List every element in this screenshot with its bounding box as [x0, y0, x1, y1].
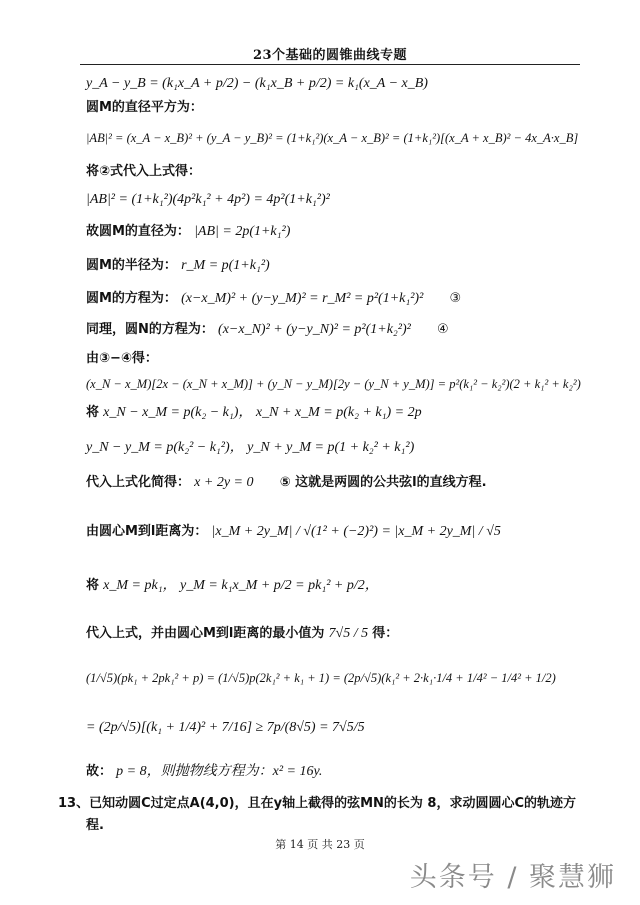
line-math: (x−x_N)² + (y−y_N)² = p²(1+k₂²)²	[218, 322, 411, 337]
question-13-continued	[86, 816, 104, 836]
page-header-title: 23个基础的圆锥曲线专题	[252, 48, 408, 63]
derivation-line-13	[86, 438, 414, 458]
page-footer: 第 14 页 共 23 页	[275, 838, 365, 851]
line-label: 故：	[86, 764, 113, 779]
line-math: (x−x_M)² + (y−y_M)² = r_M² = p²(1+k₁²)²	[181, 291, 424, 306]
line-math: p = 8，则抛物线方程为：x² = 16y.	[116, 764, 323, 779]
line-math: |x_M + 2y_M| / √(1² + (−2)²) = |x_M + 2y_M| / √5	[211, 524, 501, 539]
line-label: 将	[86, 405, 100, 420]
line-label: 圆M的方程为：	[86, 291, 177, 306]
derivation-line-6	[86, 222, 290, 242]
line-math: (x_N − x_M)[2x − (x_N + x_M)] + (y_N − y_M)[2y − (y_N + y_M)] = p²(k₁² − k₂²)(2 + k₁² + k₂²)	[86, 377, 581, 391]
line-label: 将	[86, 578, 100, 593]
derivation-line-7	[86, 256, 270, 276]
equation-marker: ⑤ 这就是两圆的公共弦l的直线方程.	[279, 475, 487, 490]
line-math: y_N − y_M = p(k₂² − k₁²)， y_N + y_M = p(1 + k₂² + k₁²)	[86, 440, 415, 455]
derivation-line-16	[86, 576, 379, 596]
line-label: 圆M的直径平方为：	[86, 100, 203, 115]
derivation-line-15	[86, 522, 501, 542]
line-math: x_N − x_M = p(k₂ − k₁)， x_N + x_M = p(k₂ + k₁) = 2p	[103, 405, 422, 420]
line-math: = (2p/√5)[(k₁ + 1/4)² + 7/16] ≥ 7p/(8√5) = 7√5/5	[86, 720, 365, 735]
question-text-cont: 程.	[86, 818, 104, 833]
line-label: 代入上式，并由圆心M到l距离的最小值为	[86, 626, 325, 641]
question-text: 已知动圆C过定点A(4,0)，且在y轴上截得的弦MN的长为 8，求动圆圆心C的轨迹方	[89, 796, 577, 811]
line-math: y_A − y_B = (k₁x_A + p/2) − (k₁x_B + p/2) = k₁(x_A − x_B)	[86, 76, 428, 91]
line-math: |AB|² = (x_A − x_B)² + (y_A − y_B)² = (1+k₁²)(x_A − x_B)² = (1+k₁²)[(x_A + x_B)² − 4x_A·x_B]	[86, 131, 579, 145]
derivation-line-10	[86, 349, 158, 369]
line-math: |AB| = 2p(1+k₁²)	[194, 224, 291, 239]
derivation-line-5	[86, 190, 330, 210]
derivation-line-8	[86, 289, 461, 309]
line-math: |AB|² = (1+k₁²)(4p²k₁² + 4p²) = 4p²(1+k₁²)²	[86, 192, 330, 207]
derivation-line-4	[86, 162, 201, 182]
derivation-line-19	[86, 718, 365, 738]
line-suffix: 得：	[372, 626, 399, 641]
derivation-line-20	[86, 762, 322, 782]
line-label: 由③−④得：	[86, 351, 158, 366]
line-label: 将②式代入上式得：	[86, 164, 202, 179]
derivation-line-12	[86, 403, 422, 423]
derivation-line-1	[86, 74, 428, 94]
line-math: x + 2y = 0	[194, 475, 254, 490]
line-math: (1/√5)(pk₁ + 2pk₁² + p) = (1/√5)p(2k₁² + k₁ + 1) = (2p/√5)(k₁² + 2·k₁·1/4 + 1/4² − 1/4² + 1/2)	[86, 671, 556, 685]
question-13	[58, 794, 576, 814]
line-label: 代入上式化简得：	[86, 475, 191, 490]
derivation-line-14	[86, 473, 487, 493]
derivation-line-2	[86, 98, 203, 118]
equation-marker: ④	[436, 322, 449, 337]
line-math: r_M = p(1+k₁²)	[181, 258, 270, 273]
derivation-line-3	[86, 128, 578, 148]
derivation-line-17	[86, 624, 398, 644]
line-label: 故圆M的直径为：	[86, 224, 190, 239]
equation-marker: ③	[449, 291, 462, 306]
question-number: 13、	[58, 796, 90, 811]
derivation-line-9	[86, 320, 449, 340]
line-label: 圆M的半径为：	[86, 258, 177, 273]
line-label: 由圆心M到l距离为：	[86, 524, 208, 539]
derivation-line-18	[86, 668, 556, 688]
watermark: 头条号 / 聚慧狮	[409, 862, 616, 893]
header-divider	[80, 64, 580, 65]
line-label: 同理，圆N的方程为：	[86, 322, 214, 337]
derivation-line-11	[86, 374, 581, 394]
line-math: x_M = pk₁， y_M = k₁x_M + p/2 = pk₁² + p/2，	[103, 578, 379, 593]
line-math: 7√5 / 5	[328, 626, 369, 641]
